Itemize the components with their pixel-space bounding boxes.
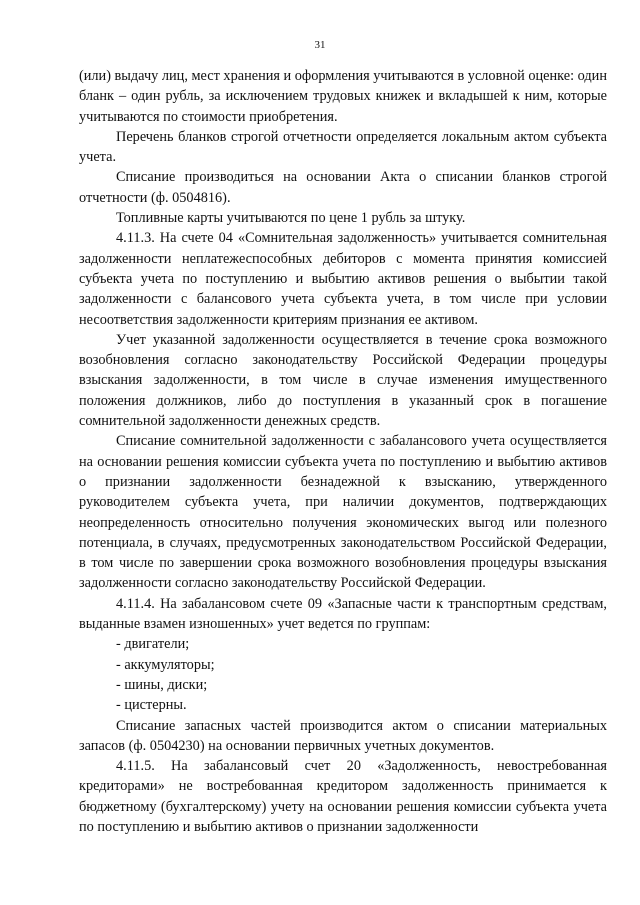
page-number: 31 bbox=[314, 39, 326, 51]
document-body bbox=[79, 66, 607, 837]
list-item: - двигатели; bbox=[116, 636, 190, 653]
list-item: - шины, диски; bbox=[116, 676, 208, 693]
paragraph: Перечень бланков строгой отчетности определяется локальным актом субъекта учета. bbox=[79, 128, 607, 166]
section-4-11-4-paragraph: 4.11.4. На забалансовом счете 09 «Запасные части к транспортным средствам, выданные взамен изношенных» учет ведется по группам: bbox=[79, 595, 607, 633]
paragraph: Топливные карты учитываются по цене 1 рубль за штуку. bbox=[116, 210, 466, 227]
paragraph: (или) выдачу лиц, мест хранения и оформления учитываются в условной оценке: один бланк – один рубль, за исключением трудовых книжек и вкладышей к ним, которые учитываются по стоимости приобретения. bbox=[79, 68, 607, 125]
paragraph: Учет указанной задолженности осуществляется в течение срока возможного возобновления согласно законодательству Российской Федерации процедуры взыскания задолженности, в том числе в случае изменения имущественного положения должников, либо до поступления в указанный срок в погашение сомнительной задолженности денежных средств. bbox=[79, 331, 607, 430]
paragraph: Списание производиться на основании Акта о списании бланков строгой отчетности (ф. 0504816). bbox=[79, 169, 607, 206]
list-item: - цистерны. bbox=[116, 697, 187, 714]
paragraph: Списание запасных частей производится актом о списании материальных запасов (ф. 0504230) на основании первичных учетных документов. bbox=[79, 717, 607, 754]
paragraph: Списание сомнительной задолженности с забалансового учета осуществляется на основании решения комиссии субъекта учета по поступлению и выбытию активов о признании задолженности безнадежной к взысканию, утвержденного руководителем субъекта учета, при наличии документов, подтверждающих неопределенность относительно получения экономических выгод или полезного потенциала, в случаях, предусмотренных законодательством Российской Федерации, в том числе по завершении срока возможного возобновления процедуры взыскания задолженности согласно законодательству Российской Федерации. bbox=[79, 433, 607, 592]
section-4-11-3-paragraph: 4.11.3. На счете 04 «Сомнительная задолженность» учитывается сомнительная задолженности неплатежеспособных дебиторов с момента принятия комиссией субъекта учета по поступлению и выбытию активов решения о выбытии такой задолженности с балансового учета субъекта учета, в том числе при условии несоответствия задолженности критериям признания ее активом. bbox=[79, 230, 607, 328]
list-item: - аккумуляторы; bbox=[116, 656, 215, 673]
section-4-11-5-paragraph: 4.11.5. На забалансовый счет 20 «Задолженность, невостребованная кредиторами» не востребованная кредитором задолженность принимается к бюджетному (бухгалтерскому) учету на основании решения комиссии субъекта учета по поступлению и выбытию активов о признании задолженности bbox=[79, 758, 607, 835]
